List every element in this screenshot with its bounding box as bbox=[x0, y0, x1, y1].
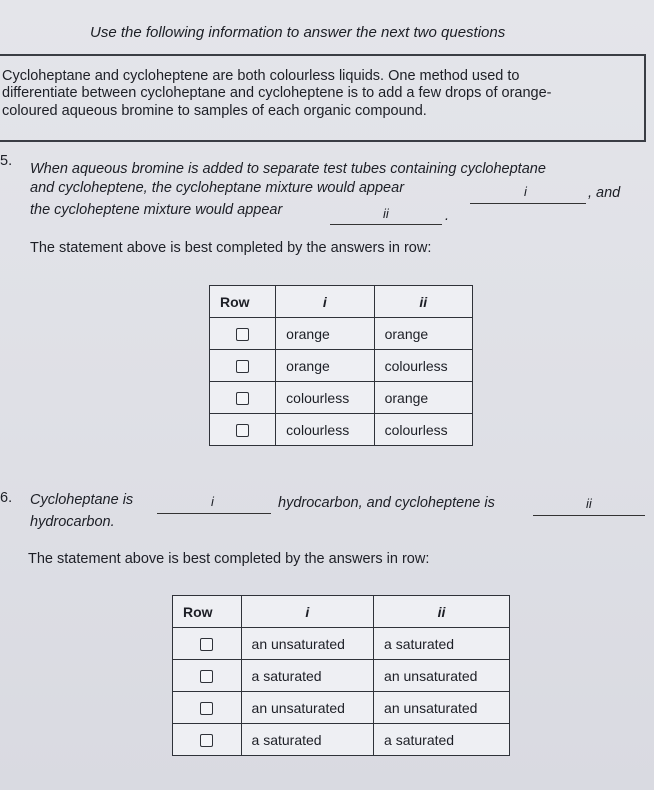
info-line-3: coloured aqueous bromine to samples of each organic compound. bbox=[2, 103, 427, 119]
q5-line-3-end: . bbox=[445, 208, 450, 224]
table-row[interactable] bbox=[173, 692, 510, 724]
intro-heading: Use the following information to answer the next two questions bbox=[90, 24, 506, 41]
q6-header-i: i bbox=[241, 596, 374, 628]
q5-number: 5. bbox=[0, 153, 13, 169]
q5-line-3: the cycloheptene mixture would appear bbox=[30, 202, 283, 218]
q6-row-3-checkbox-cell[interactable] bbox=[173, 692, 242, 724]
q5-row-2-ii: colourless bbox=[374, 350, 472, 382]
info-box bbox=[0, 54, 646, 142]
q5-row-4-checkbox-cell[interactable] bbox=[210, 414, 276, 446]
q5-blank-ii bbox=[330, 224, 442, 225]
q6-row-1-checkbox-cell[interactable] bbox=[173, 628, 242, 660]
q6-blank-ii-label: ii bbox=[586, 496, 592, 511]
q6-blank-ii bbox=[533, 515, 645, 516]
q5-blank-i bbox=[470, 203, 586, 204]
q5-row-2-i: orange bbox=[276, 350, 374, 382]
q6-line-1-mid: hydrocarbon, and cycloheptene is bbox=[278, 495, 495, 511]
q5-row-1-i: orange bbox=[276, 318, 374, 350]
q6-row-3-i: an unsaturated bbox=[241, 692, 374, 724]
q5-prompt: The statement above is best completed by the answers in row: bbox=[30, 240, 432, 256]
q5-answer-table bbox=[209, 285, 473, 446]
q6-row-2-checkbox-cell[interactable] bbox=[173, 660, 242, 692]
q5-row-4-ii: colourless bbox=[374, 414, 472, 446]
checkbox[interactable] bbox=[200, 638, 213, 651]
q5-header-i: i bbox=[276, 286, 374, 318]
q6-row-3-ii: an unsaturated bbox=[374, 692, 510, 724]
checkbox[interactable] bbox=[200, 702, 213, 715]
checkbox[interactable] bbox=[236, 328, 249, 341]
table-row[interactable] bbox=[210, 350, 473, 382]
q6-row-4-ii: a saturated bbox=[374, 724, 510, 756]
table-row[interactable] bbox=[210, 318, 473, 350]
table-row[interactable] bbox=[173, 660, 510, 692]
q5-line-2-end: , and bbox=[588, 185, 621, 201]
q6-table-header bbox=[173, 596, 510, 628]
q5-blank-i-label: i bbox=[524, 184, 527, 199]
q5-line-1: When aqueous bromine is added to separate test tubes containing cycloheptane bbox=[30, 161, 546, 177]
q6-blank-i-label: i bbox=[211, 494, 214, 509]
checkbox[interactable] bbox=[236, 360, 249, 373]
q5-header-ii: ii bbox=[374, 286, 472, 318]
q6-line-1-start: Cycloheptane is bbox=[30, 492, 134, 508]
q5-table-header bbox=[210, 286, 473, 318]
q6-number: 6. bbox=[0, 490, 13, 506]
q6-row-2-ii: an unsaturated bbox=[374, 660, 510, 692]
q6-header-row: Row bbox=[173, 596, 242, 628]
q6-blank-i bbox=[157, 513, 271, 514]
q5-line-2: and cycloheptene, the cycloheptane mixture would appear bbox=[30, 180, 405, 196]
table-row[interactable] bbox=[173, 628, 510, 660]
q5-blank-ii-label: ii bbox=[383, 206, 389, 221]
q6-row-1-i: an unsaturated bbox=[241, 628, 374, 660]
q6-header-ii: ii bbox=[374, 596, 510, 628]
checkbox[interactable] bbox=[236, 424, 249, 437]
q6-row-4-i: a saturated bbox=[241, 724, 374, 756]
table-row[interactable] bbox=[210, 414, 473, 446]
q6-row-1-ii: a saturated bbox=[374, 628, 510, 660]
q5-row-4-i: colourless bbox=[276, 414, 374, 446]
info-line-2: differentiate between cycloheptane and cycloheptene is to add a few drops of orange- bbox=[2, 85, 552, 101]
table-row[interactable] bbox=[210, 382, 473, 414]
q6-answer-table bbox=[172, 595, 510, 756]
q6-row-2-i: a saturated bbox=[241, 660, 374, 692]
q6-row-4-checkbox-cell[interactable] bbox=[173, 724, 242, 756]
q5-row-1-ii: orange bbox=[374, 318, 472, 350]
info-line-1: Cycloheptane and cycloheptene are both colourless liquids. One method used to bbox=[2, 68, 520, 84]
q5-header-row: Row bbox=[210, 286, 276, 318]
checkbox[interactable] bbox=[236, 392, 249, 405]
q6-line-2: hydrocarbon. bbox=[30, 514, 115, 530]
q5-row-2-checkbox-cell[interactable] bbox=[210, 350, 276, 382]
q5-row-3-i: colourless bbox=[276, 382, 374, 414]
q6-prompt: The statement above is best completed by the answers in row: bbox=[28, 551, 430, 567]
table-row[interactable] bbox=[173, 724, 510, 756]
checkbox[interactable] bbox=[200, 670, 213, 683]
q5-row-3-ii: orange bbox=[374, 382, 472, 414]
q5-row-1-checkbox-cell[interactable] bbox=[210, 318, 276, 350]
checkbox[interactable] bbox=[200, 734, 213, 747]
q5-row-3-checkbox-cell[interactable] bbox=[210, 382, 276, 414]
